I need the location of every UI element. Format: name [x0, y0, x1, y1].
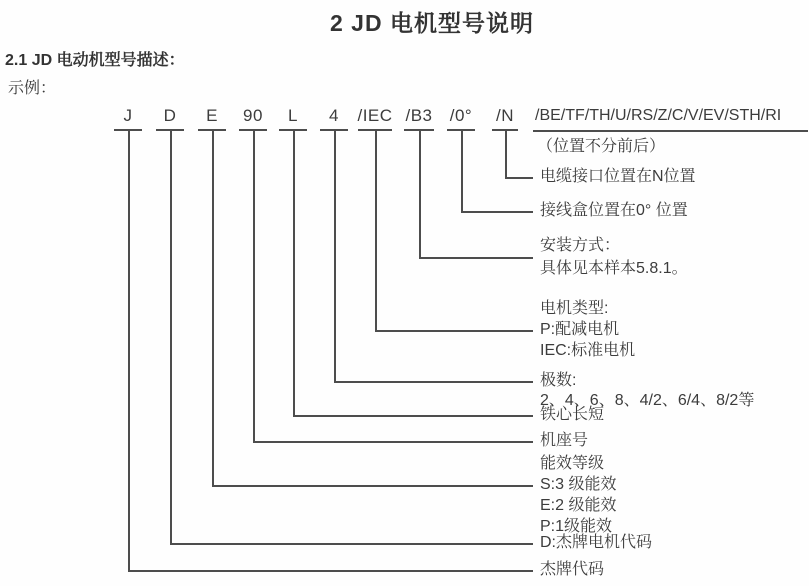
code-segment-4: 4 — [329, 106, 339, 125]
underline-suffix-options — [533, 130, 808, 132]
annotation-line: 能效等级 — [540, 455, 605, 472]
annotation-brand-code — [540, 559, 604, 581]
leader-horizontal-b3 — [419, 257, 533, 259]
code-segment-j: J — [123, 106, 133, 125]
leader-vertical-d — [170, 130, 172, 543]
annotation-line: 杰牌代码 — [540, 561, 605, 578]
leader-horizontal-iec — [375, 330, 533, 332]
code-segment-b3: /B3 — [405, 106, 433, 125]
annotation-core-length — [540, 404, 604, 426]
code-segment-l: L — [288, 106, 298, 125]
annotation-line: E:2 级能效 — [540, 497, 617, 514]
code-segment-suffix-options: /BE/TF/TH/U/RS/Z/C/V/EV/STH/RI — [535, 107, 782, 124]
annotation-terminal-box — [540, 200, 688, 222]
leader-horizontal-4 — [334, 381, 533, 383]
leader-vertical-l — [293, 130, 295, 415]
annotation-line: 接线盒位置在0° 位置 — [540, 202, 688, 219]
code-segment-0deg: /0° — [449, 106, 473, 125]
leader-vertical-90 — [253, 130, 255, 441]
section-heading: 2.1 JD 电动机型号描述： — [5, 52, 185, 69]
leader-horizontal-d — [170, 543, 533, 545]
leader-horizontal-90 — [253, 441, 533, 443]
leader-vertical-4 — [334, 130, 336, 381]
annotation-line: S:3 级能效 — [540, 476, 617, 493]
annotation-line: IEC:标准电机 — [540, 342, 636, 359]
leader-vertical-n — [505, 130, 507, 177]
annotation-line: 电缆接口位置在N位置 — [540, 168, 696, 185]
leader-vertical-iec — [375, 130, 377, 330]
code-segment-iec: /IEC — [357, 106, 393, 125]
leader-vertical-b3 — [419, 130, 421, 257]
annotation-mounting — [540, 234, 688, 280]
annotation-position-note: （位置不分前后） — [537, 138, 666, 155]
code-segment-90: 90 — [243, 106, 263, 125]
annotation-line: P:1级能效 — [540, 518, 613, 535]
annotation-line: D:杰牌电机代码 — [540, 534, 653, 551]
annotation-cable-port — [540, 166, 696, 188]
annotation-line: 极数: — [540, 372, 577, 389]
leader-vertical-0deg — [461, 130, 463, 211]
annotation-efficiency-grade — [540, 453, 616, 537]
leader-horizontal-e — [212, 485, 533, 487]
annotation-line: P:配减电机 — [540, 321, 620, 338]
code-segment-e: E — [206, 106, 218, 125]
leader-horizontal-n — [505, 177, 533, 179]
annotation-line: 具体见本样本5.8.1。 — [540, 260, 688, 277]
annotation-line: 2、4、6、8、4/2、6/4、8/2等 — [540, 392, 755, 409]
leader-horizontal-l — [293, 415, 533, 417]
leader-vertical-e — [212, 130, 214, 485]
leader-vertical-j — [128, 130, 130, 570]
page-title: 2 JD 电机型号说明 — [330, 10, 534, 36]
annotation-line: 机座号 — [540, 432, 589, 449]
annotation-motor-type — [540, 298, 635, 361]
code-segment-d: D — [163, 106, 177, 125]
annotation-frame-size — [540, 430, 588, 452]
annotation-brand-motor-code — [540, 532, 652, 554]
annotation-line: 安装方式： — [540, 237, 621, 254]
leader-horizontal-j — [128, 570, 533, 572]
annotation-line: 电机类型: — [540, 300, 609, 317]
code-segment-n: /N — [496, 106, 514, 125]
example-label: 示例： — [8, 80, 57, 97]
leader-horizontal-0deg — [461, 211, 533, 213]
annotation-line: 铁心长短 — [540, 406, 605, 423]
